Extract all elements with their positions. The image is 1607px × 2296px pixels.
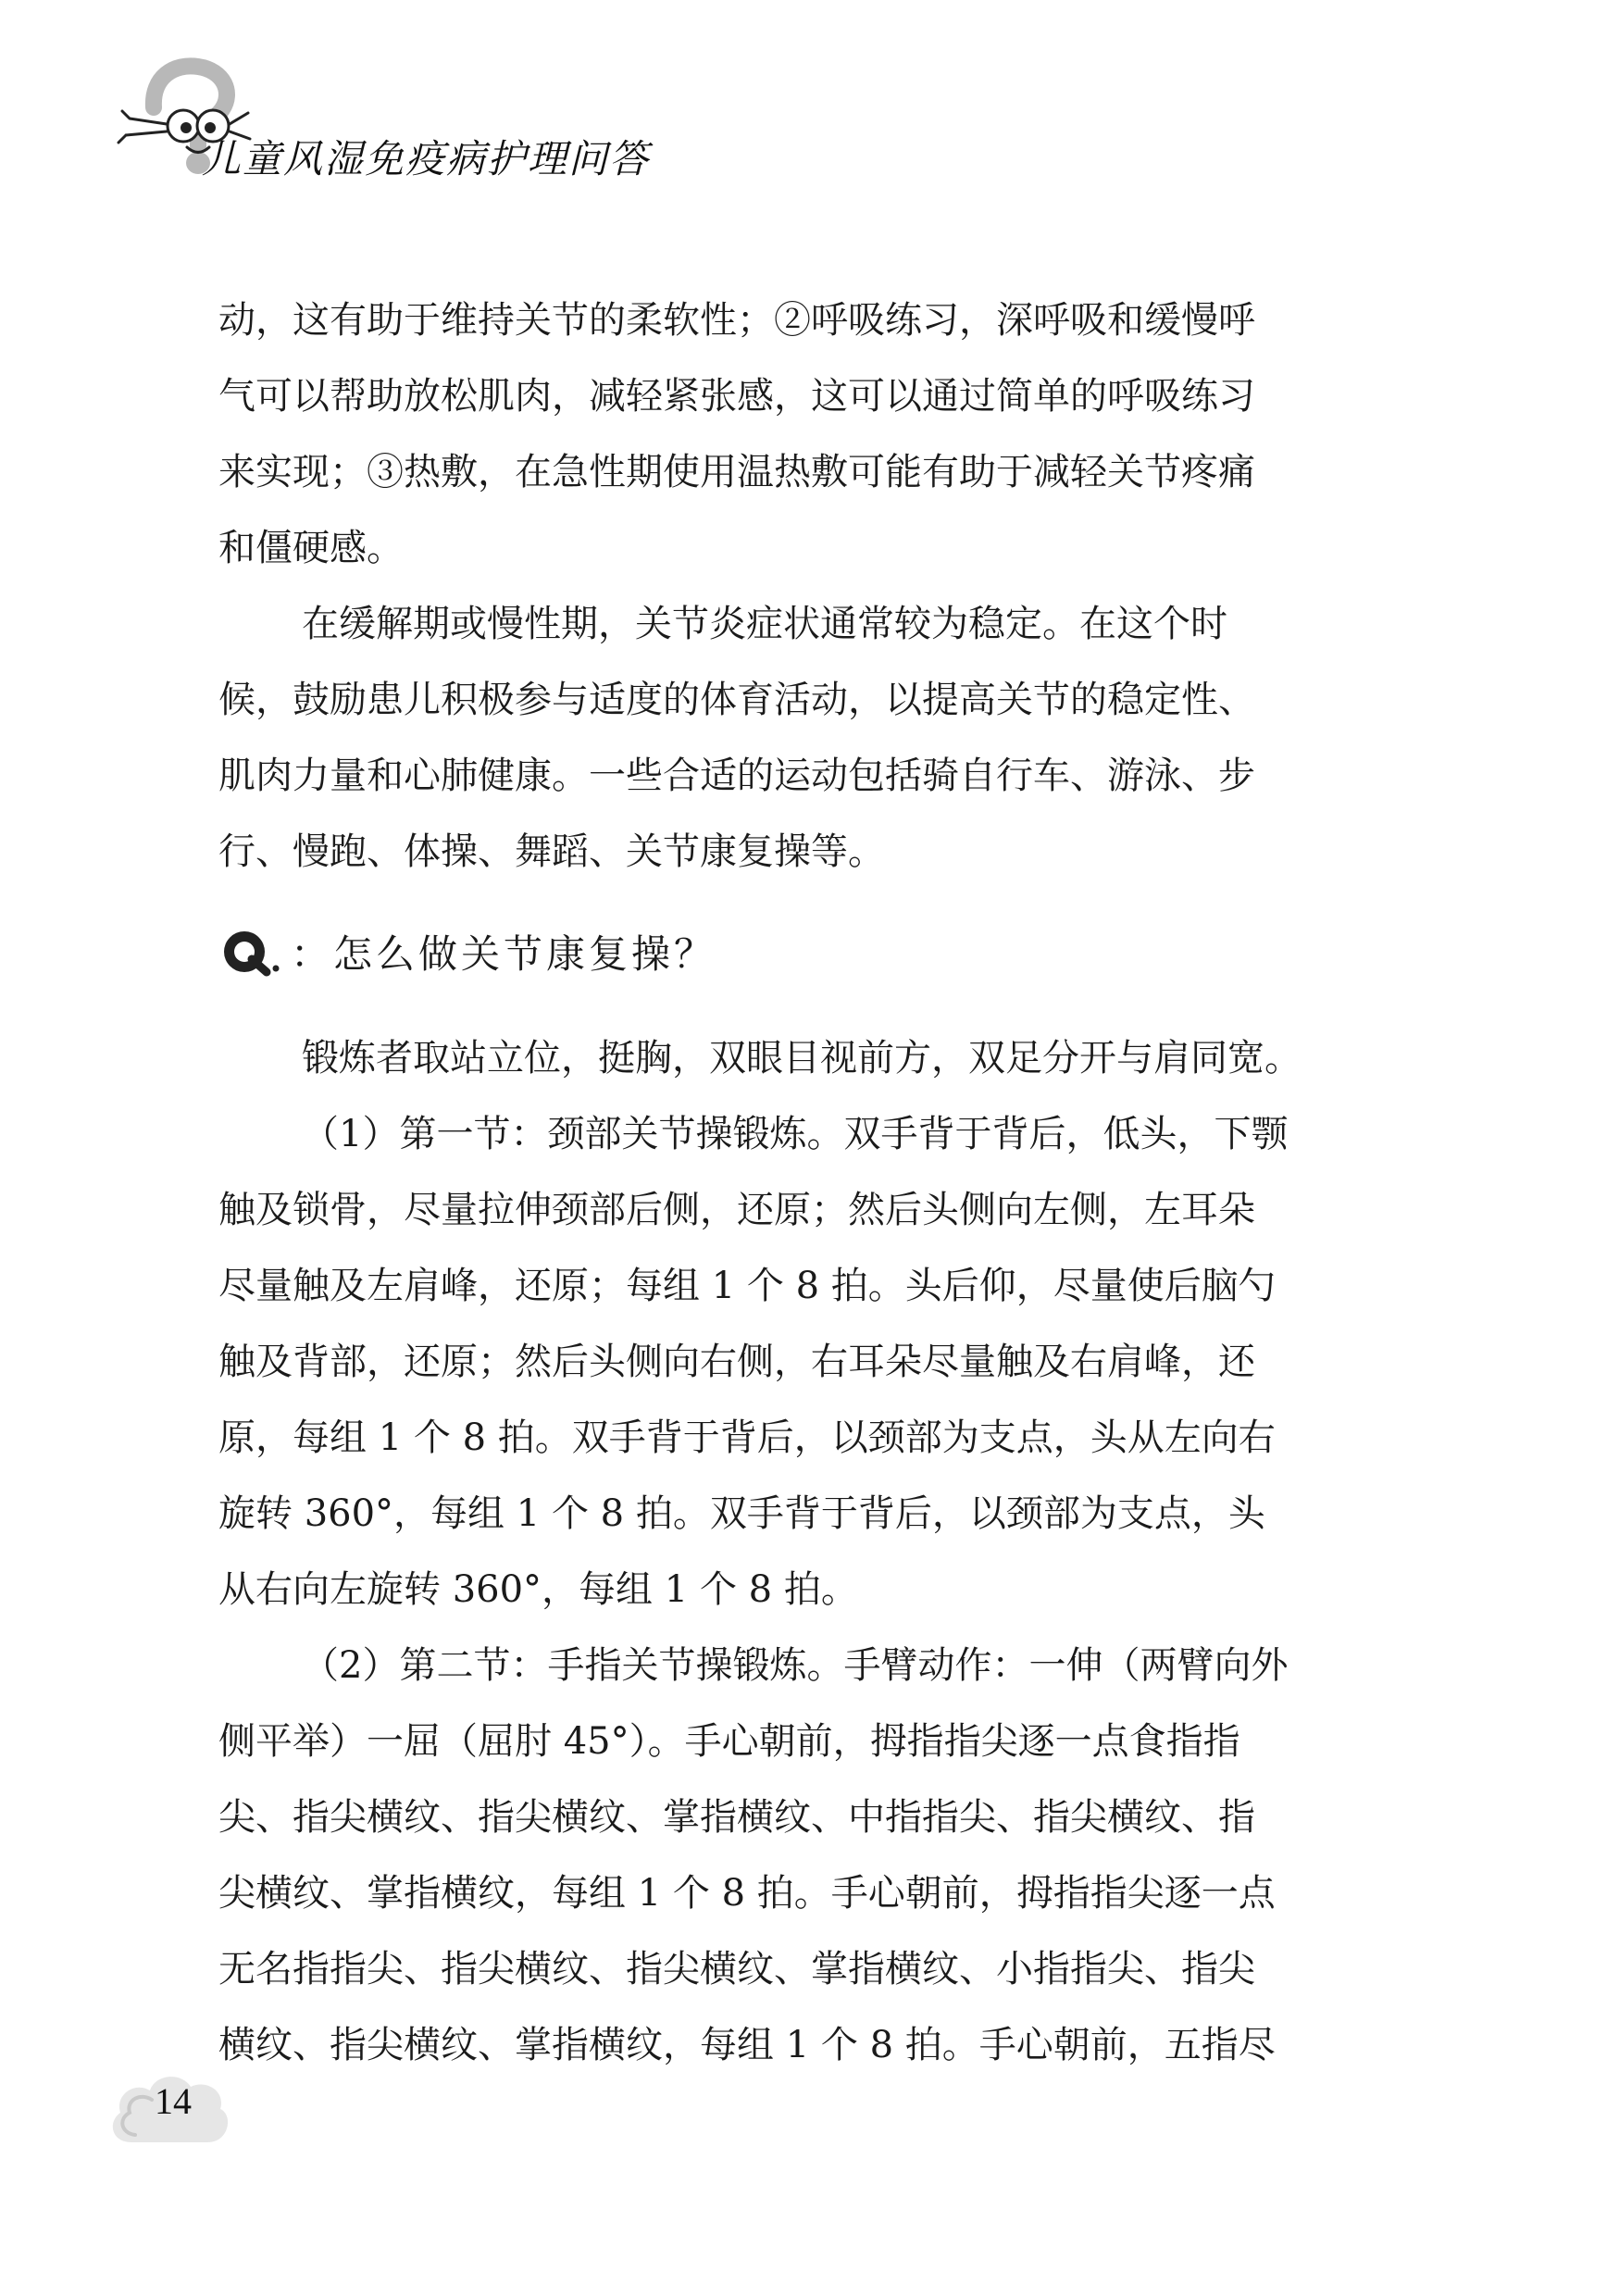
text-line: 从右向左旋转 360°，每组 1 个 8 拍。 bbox=[218, 1568, 858, 1611]
book-title: 儿童风湿免疫病护理问答 bbox=[202, 136, 651, 181]
text-line: 尖横纹、掌指横纹，每组 1 个 8 拍。手心朝前，拇指指尖逐一点 bbox=[218, 1872, 1276, 1915]
text-line: 肌肉力量和心肺健康。一些合适的运动包括骑自行车、游泳、步 bbox=[218, 755, 1255, 797]
page-number: 14 bbox=[155, 2080, 192, 2122]
text-line: 触及锁骨，尽量拉伸颈部后侧，还原；然后头侧向左侧，左耳朵 bbox=[218, 1189, 1255, 1231]
text-line: 锻炼者取站立位，挺胸，双眼目视前方，双足分开与肩同宽。 bbox=[302, 1037, 1302, 1079]
text-line: 无名指指尖、指尖横纹、指尖横纹、掌指横纹、小指指尖、指尖 bbox=[218, 1948, 1255, 1990]
page-body bbox=[218, 282, 1348, 2083]
text-line: 旋转 360°，每组 1 个 8 拍。双手背于背后，以颈部为支点，头 bbox=[218, 1492, 1265, 1535]
body-text-before bbox=[218, 282, 1348, 890]
text-line: 和僵硬感。 bbox=[218, 527, 404, 569]
page-header bbox=[109, 54, 757, 193]
text-line: 触及背部，还原；然后头侧向右侧，右耳朵尽量触及右肩峰，还 bbox=[218, 1341, 1255, 1383]
text-line: 横纹、指尖横纹、掌指横纹，每组 1 个 8 拍。手心朝前，五指尽 bbox=[218, 2024, 1276, 2066]
text-line: （1）第一节：颈部关节操锻炼。双手背于背后，低头，下颚 bbox=[302, 1113, 1289, 1155]
text-line: 在缓解期或慢性期，关节炎症状通常较为稳定。在这个时 bbox=[302, 603, 1227, 645]
text-line: （2）第二节：手指关节操锻炼。手臂动作：一伸（两臂向外 bbox=[302, 1644, 1289, 1687]
text-line: 侧平举）一屈（屈肘 45°）。手心朝前，拇指指尖逐一点食指指 bbox=[218, 1720, 1240, 1763]
question-heading bbox=[218, 893, 1348, 1009]
text-line: 尖、指尖横纹、指尖横纹、掌指横纹、中指指尖、指尖横纹、指 bbox=[218, 1796, 1255, 1839]
text-line: 来实现；③热敷，在急性期使用温热敷可能有助于减轻关节疼痛 bbox=[218, 451, 1255, 493]
question-text: ：怎么做关节康复操？ bbox=[291, 930, 717, 977]
text-line: 气可以帮助放松肌肉，减轻紧张感，这可以通过简单的呼吸练习 bbox=[218, 375, 1255, 418]
page-number-badge bbox=[104, 2057, 233, 2159]
text-line: 候，鼓励患儿积极参与适度的体育活动，以提高关节的稳定性、 bbox=[218, 679, 1255, 721]
q-badge-icon bbox=[218, 924, 281, 980]
text-line: 尽量触及左肩峰，还原；每组 1 个 8 拍。头后仰，尽量使后脑勺 bbox=[218, 1265, 1276, 1307]
text-line: 原，每组 1 个 8 拍。双手背于背后，以颈部为支点，头从左向右 bbox=[218, 1416, 1276, 1459]
body-text-after bbox=[218, 1020, 1348, 2083]
text-line: 行、慢跑、体操、舞蹈、关节康复操等。 bbox=[218, 830, 885, 873]
text-line: 动，这有助于维持关节的柔软性；②呼吸练习，深呼吸和缓慢呼 bbox=[218, 299, 1255, 342]
